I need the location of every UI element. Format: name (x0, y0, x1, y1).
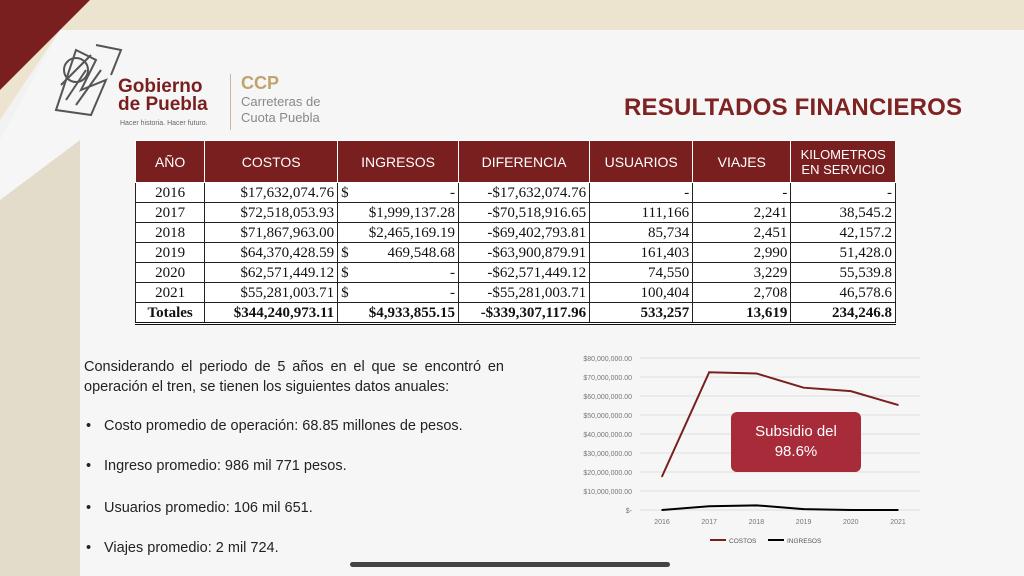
cell-usuarios: - (590, 183, 693, 203)
y-tick-label: $60,000,000.00 (583, 394, 632, 401)
cell-diferencia: -$55,281,003.71 (458, 283, 589, 303)
cell-diferencia: -$63,900,879.91 (458, 243, 589, 263)
cell-diferencia: -$69,402,793.81 (458, 223, 589, 243)
cell-kilometros: - (791, 183, 896, 203)
header-diferencia: DIFERENCIA (458, 141, 589, 183)
data-point (756, 373, 758, 375)
header-ingresos: INGRESOS (338, 141, 459, 183)
cell-total-costos: $344,240,973.11 (205, 303, 338, 324)
cell-costos: $55,281,003.71 (205, 283, 338, 303)
y-tick-label: $- (625, 508, 632, 515)
table-row (136, 183, 896, 203)
cell-totals-label: Totales (136, 303, 205, 324)
logo-separator (230, 74, 231, 130)
table-row (136, 223, 896, 243)
x-tick-label: 2016 (654, 519, 670, 526)
cell-diferencia: -$70,518,916.65 (458, 203, 589, 223)
cell-year: 2019 (136, 243, 205, 263)
data-point (850, 509, 852, 511)
table-row (136, 263, 896, 283)
y-tick-label: $80,000,000.00 (583, 356, 632, 363)
cell-year: 2020 (136, 263, 205, 283)
data-point (803, 508, 805, 510)
header-usuarios: USUARIOS (590, 141, 693, 183)
cell-costos: $71,867,963.00 (205, 223, 338, 243)
cell-viajes: 3,229 (693, 263, 791, 283)
cell-total-usuarios: 533,257 (590, 303, 693, 324)
slide-title: RESULTADOS FINANCIEROS (624, 94, 963, 121)
cell-kilometros: 38,545.2 (791, 203, 896, 223)
data-point (803, 387, 805, 389)
x-tick-label: 2021 (890, 519, 906, 526)
cell-viajes: 2,241 (693, 203, 791, 223)
x-tick-label: 2019 (795, 519, 812, 526)
cell-viajes: 2,708 (693, 283, 791, 303)
list-item: • Viajes promedio: 2 mil 724. (86, 540, 279, 556)
cell-viajes: - (693, 183, 791, 203)
ccp-logo: CCP (241, 73, 280, 93)
cell-usuarios: 100,404 (590, 283, 693, 303)
cell-kilometros: 46,578.6 (791, 283, 896, 303)
cell-kilometros: 55,539.8 (791, 263, 896, 283)
table-row (136, 203, 896, 223)
data-point (661, 509, 663, 511)
gobierno-logo (36, 30, 356, 130)
cell-total-viajes: 13,619 (693, 303, 791, 324)
cell-year: 2018 (136, 223, 205, 243)
cell-total-diferencia: -$339,307,117.96 (458, 303, 589, 324)
cell-year: 2017 (136, 203, 205, 223)
list-item: • Ingreso promedio: 986 mil 771 pesos. (86, 458, 347, 474)
cell-usuarios: 74,550 (590, 263, 693, 283)
y-tick-label: $50,000,000.00 (583, 413, 632, 420)
cell-ingresos: $1,999,137.28 (338, 203, 459, 223)
cell-year: 2021 (136, 283, 205, 303)
cell-costos: $64,370,428.59 (205, 243, 338, 263)
data-point (897, 404, 899, 406)
table-row (136, 243, 896, 263)
y-tick-label: $70,000,000.00 (583, 375, 632, 382)
cell-ingresos: $ - (338, 263, 459, 283)
cell-year: 2016 (136, 183, 205, 203)
cell-costos: $62,571,449.12 (205, 263, 338, 283)
cell-viajes: 2,990 (693, 243, 791, 263)
legend-label: INGRESOS (787, 538, 822, 545)
x-tick-label: 2018 (748, 519, 765, 526)
header-viajes: VIAJES (693, 141, 791, 183)
cell-kilometros: 42,157.2 (791, 223, 896, 243)
table-header-row (136, 141, 896, 183)
cell-ingresos: $ - (338, 283, 459, 303)
horizontal-scrollbar[interactable] (350, 562, 670, 567)
data-point (708, 505, 710, 507)
x-tick-label: 2020 (843, 519, 859, 526)
cell-total-kilometros: 234,246.8 (791, 303, 896, 324)
header-costos: COSTOS (205, 141, 338, 183)
list-item: • Usuarios promedio: 106 mil 651. (86, 500, 313, 516)
data-point (708, 371, 710, 373)
table-row (136, 283, 896, 303)
y-tick-label: $30,000,000.00 (583, 451, 632, 458)
totals-row (136, 303, 896, 324)
subsidy-badge: Subsidio del 98.6% (731, 412, 861, 472)
summary-paragraph: Considerando el periodo de 5 años en el que se encontró en operación el tren, se tienen los siguientes datos anuales: (84, 359, 504, 395)
header-anio: AÑO (136, 141, 205, 183)
financial-results-table (135, 140, 896, 325)
data-point (661, 476, 663, 478)
legend-label: COSTOS (729, 538, 757, 545)
cell-viajes: 2,451 (693, 223, 791, 243)
ccp-subtitle: Carreteras de Cuota Puebla (241, 94, 321, 125)
logo-tagline: Hacer historia. Hacer futuro. (120, 120, 208, 127)
y-tick-label: $40,000,000.00 (583, 432, 632, 439)
cell-total-ingresos: $4,933,855.15 (338, 303, 459, 324)
x-tick-label: 2017 (701, 519, 717, 526)
cell-diferencia: -$17,632,074.76 (458, 183, 589, 203)
cell-kilometros: 51,428.0 (791, 243, 896, 263)
cell-usuarios: 85,734 (590, 223, 693, 243)
header-kilometros: KILOMETROS EN SERVICIO (791, 141, 896, 183)
gobierno-name: Gobierno de Puebla (118, 76, 208, 115)
series-line-ingresos (662, 505, 898, 510)
cell-ingresos: $ 469,548.68 (338, 243, 459, 263)
cell-ingresos: $ - (338, 183, 459, 203)
cell-ingresos: $2,465,169.19 (338, 223, 459, 243)
data-point (850, 390, 852, 392)
cell-costos: $72,518,053.93 (205, 203, 338, 223)
cell-diferencia: -$62,571,449.12 (458, 263, 589, 283)
data-point (897, 509, 899, 511)
y-tick-label: $10,000,000.00 (583, 489, 632, 496)
cell-usuarios: 111,166 (590, 203, 693, 223)
data-point (756, 505, 758, 507)
cell-usuarios: 161,403 (590, 243, 693, 263)
y-tick-label: $20,000,000.00 (583, 470, 632, 477)
list-item: • Costo promedio de operación: 68.85 millones de pesos. (86, 418, 463, 434)
cell-costos: $17,632,074.76 (205, 183, 338, 203)
